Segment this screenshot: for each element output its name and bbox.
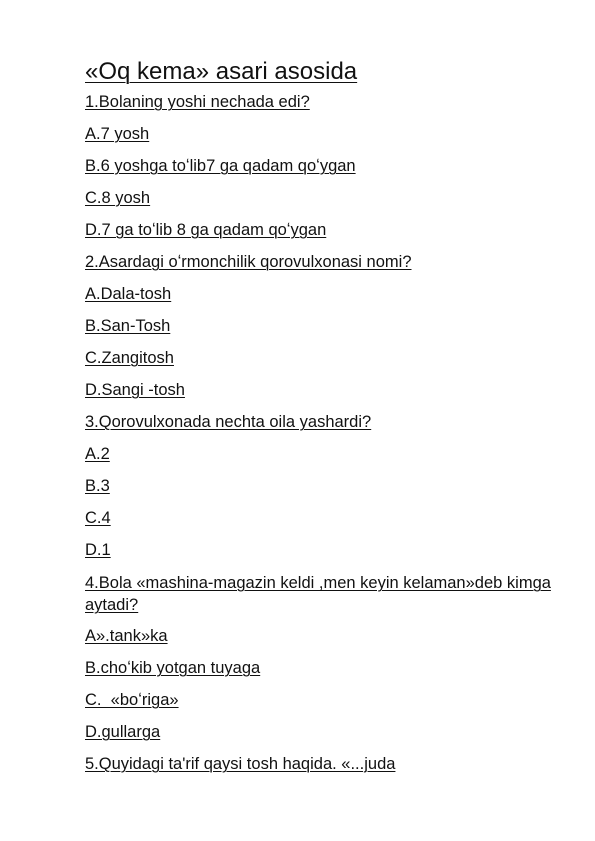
answer-2-b: B.San-Tosh	[85, 317, 171, 335]
answer-3-a: A.2	[85, 445, 110, 463]
answer-4-c: C. «boʻriga»	[85, 691, 179, 709]
answer-1-b: B.6 yoshga toʻlib7 ga qadam qoʻygan	[85, 157, 356, 175]
answer-2-d: D.Sangi -tosh	[85, 381, 185, 399]
question-1: 1.Bolaning yoshi nechada edi?	[85, 93, 310, 111]
answer-2-a: A.Dala-tosh	[85, 285, 172, 303]
answer-1-d: D.7 ga toʻlib 8 ga qadam qoʻygan	[85, 221, 327, 239]
question-3: 3.Qorovulxonada nechta oila yashardi?	[85, 413, 372, 431]
answer-4-d: D.gullarga	[85, 723, 161, 741]
question-4: 4.Bola «mashina-magazin keldi ,men keyin kelaman»deb kimga aytadi?	[85, 574, 551, 614]
answer-4-a: A».tank»ka	[85, 627, 168, 645]
answer-1-a: A.7 yosh	[85, 125, 150, 143]
question-2: 2.Asardagi oʻrmonchilik qorovulxonasi nomi?	[85, 253, 412, 271]
answer-3-c: C.4	[85, 509, 111, 527]
document-title: «Oq kema» asari asosida	[85, 58, 358, 85]
question-5: 5.Quyidagi ta'rif qaysi tosh haqida. «...juda	[85, 755, 396, 773]
answer-3-d: D.1	[85, 541, 111, 559]
answer-3-b: B.3	[85, 477, 110, 495]
answer-1-c: C.8 yosh	[85, 189, 151, 207]
answer-4-b: B.choʻkib yotgan tuyaga	[85, 659, 261, 677]
document-page	[85, 56, 555, 786]
answer-2-c: C.Zangitosh	[85, 349, 174, 367]
